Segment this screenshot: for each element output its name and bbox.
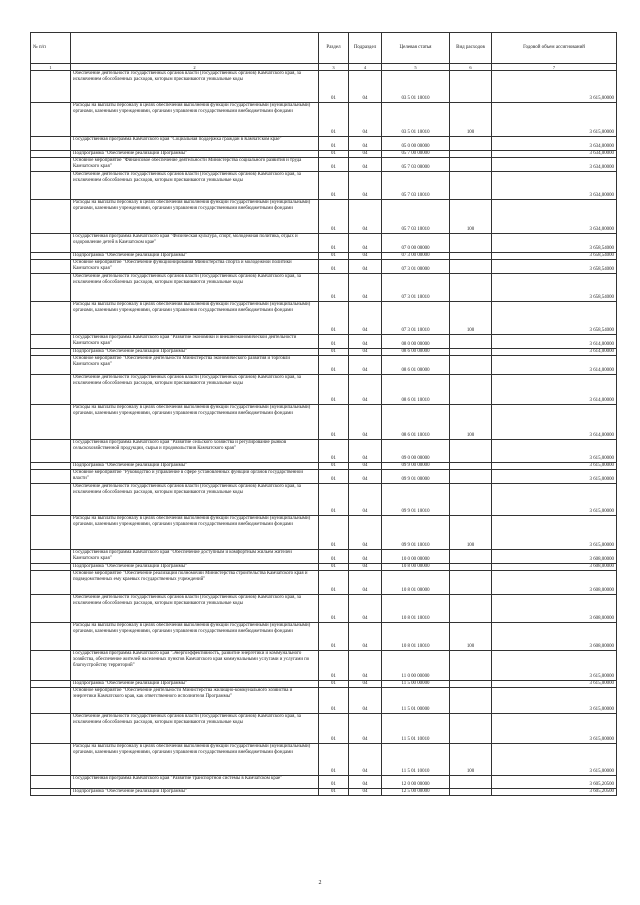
row-name: Основное мероприятие "Обеспечение функционирования Министерства спорта и молодежной политики Камчатского края": [71, 260, 319, 274]
row-name: Подпрограмма "Обеспечение реализации Программы": [71, 463, 319, 470]
table-row: [31, 564, 617, 571]
table-row: [31, 158, 617, 172]
table-row: [31, 335, 617, 349]
row-number: [31, 137, 71, 151]
row-name: Расходы на выплаты персоналу в целях обеспечения выполнения функций государственными (муниципальными) органами, казенными учреждениями, органами управления государственными внебюджетными фондами: [71, 744, 319, 776]
row-target-article: 07 3 00 00000: [382, 253, 450, 260]
row-number: [31, 564, 71, 571]
row-podrazdel: 04: [349, 470, 382, 484]
row-podrazdel: 04: [349, 260, 382, 274]
row-name: Государственная программа Камчатского края "Развитие сельского хозяйства и регулирование рынков сельскохозяйственной продукции, сырья и продовольствия Камчатского края": [71, 440, 319, 463]
row-razdel: 01: [319, 789, 349, 796]
row-razdel: 01: [319, 688, 349, 714]
row-amount: 3 658,54000: [492, 274, 617, 302]
row-podrazdel: 04: [349, 274, 382, 302]
column-index: 6: [450, 64, 492, 71]
row-razdel: 01: [319, 260, 349, 274]
table-row: [31, 137, 617, 151]
row-target-article: 09 9 01 10010: [382, 516, 450, 550]
row-target-article: 08 0 00 00000: [382, 335, 450, 349]
row-number: [31, 274, 71, 302]
row-amount: 3 608,00000: [492, 550, 617, 564]
table-row: [31, 681, 617, 688]
row-amount: 3 634,00000: [492, 151, 617, 158]
row-expense-type: 100: [450, 103, 492, 137]
row-name: Обеспечение деятельности государственных органов власти (государственных органов) Камчатского края, за исключением обособленных расходов, которым присваиваются уникальные коды: [71, 274, 319, 302]
row-podrazdel: 04: [349, 200, 382, 234]
row-number: [31, 172, 71, 200]
row-target-article: 10 0 00 00000: [382, 550, 450, 564]
row-name: Расходы на выплаты персоналу в целях обеспечения выполнения функций государственными (муниципальными) органами, казенными учреждениями, органами управления государственными внебюджетными фондами: [71, 516, 319, 550]
row-expense-type: [450, 651, 492, 681]
row-razdel: 01: [319, 651, 349, 681]
row-number: [31, 356, 71, 375]
row-podrazdel: 04: [349, 571, 382, 595]
row-number: [31, 151, 71, 158]
row-name: Подпрограмма "Обеспечение реализации Программы": [71, 151, 319, 158]
row-name: Обеспечение деятельности государственных органов власти (государственных органов) Камчатского края, за исключением обособленных расходов, которым присваиваются уникальные коды: [71, 172, 319, 200]
table-row: [31, 405, 617, 440]
row-expense-type: 100: [450, 200, 492, 234]
row-podrazdel: 04: [349, 440, 382, 463]
row-number: [31, 463, 71, 470]
row-name: Государственная программа Камчатского края "Обеспечение доступным и комфортным жильем жителей Камчатского края": [71, 550, 319, 564]
row-amount: 3 614,00000: [492, 349, 617, 356]
row-target-article: 11 5 01 10010: [382, 714, 450, 744]
row-name: Обеспечение деятельности государственных органов власти (государственных органов) Камчатского края, за исключением обособленных расходов, которым присваиваются уникальные коды: [71, 71, 319, 103]
row-podrazdel: 04: [349, 714, 382, 744]
row-expense-type: [450, 158, 492, 172]
row-expense-type: [450, 356, 492, 375]
row-target-article: 08 6 01 00000: [382, 356, 450, 375]
row-target-article: 11 5 00 00000: [382, 681, 450, 688]
table-row: [31, 172, 617, 200]
row-number: [31, 470, 71, 484]
table-row: [31, 71, 617, 103]
row-target-article: 05 7 03 10010: [382, 172, 450, 200]
row-expense-type: 100: [450, 405, 492, 440]
row-number: [31, 550, 71, 564]
row-amount: 3 615,00000: [492, 484, 617, 516]
row-target-article: 07 3 01 00000: [382, 260, 450, 274]
row-podrazdel: 04: [349, 234, 382, 253]
row-name: Государственная программа Камчатского края "Физическая культура, спорт, молодежная политика, отдых и оздоровление детей в Камчатском крае": [71, 234, 319, 253]
row-target-article: 05 7 03 00000: [382, 158, 450, 172]
row-amount: 3 615,00000: [492, 714, 617, 744]
table-row: [31, 356, 617, 375]
row-razdel: 01: [319, 744, 349, 776]
row-razdel: 01: [319, 349, 349, 356]
row-razdel: 01: [319, 516, 349, 550]
row-name: Расходы на выплаты персоналу в целях обеспечения выполнения функций государственными (муниципальными) органами, казенными учреждениями, органами управления государственными внебюджетными фондами: [71, 623, 319, 651]
row-number: [31, 335, 71, 349]
row-razdel: 01: [319, 253, 349, 260]
row-amount: 3 658,54000: [492, 302, 617, 335]
row-amount: 3 615,00000: [492, 681, 617, 688]
row-expense-type: [450, 349, 492, 356]
row-name: Расходы на выплаты персоналу в целях обеспечения выполнения функций государственными (муниципальными) органами, казенными учреждениями, органами управления государственными внебюджетными фондами: [71, 200, 319, 234]
row-expense-type: 100: [450, 744, 492, 776]
row-amount: 3 615,00000: [492, 516, 617, 550]
row-amount: 3 634,00000: [492, 200, 617, 234]
row-expense-type: [450, 681, 492, 688]
row-number: [31, 253, 71, 260]
row-razdel: 01: [319, 776, 349, 789]
row-amount: 3 658,54000: [492, 260, 617, 274]
column-index: 5: [382, 64, 450, 71]
row-number: [31, 103, 71, 137]
row-name: Обеспечение деятельности государственных органов власти (государственных органов) Камчатского края, за исключением обособленных расходов, которым присваиваются уникальные коды: [71, 595, 319, 623]
row-razdel: 01: [319, 274, 349, 302]
row-name: Основное мероприятие "Финансовое обеспечение деятельности Министерства социального развития и труда Камчатского края": [71, 158, 319, 172]
row-number: [31, 440, 71, 463]
row-number: [31, 375, 71, 405]
table-row: [31, 200, 617, 234]
row-expense-type: [450, 688, 492, 714]
table-row: [31, 375, 617, 405]
header-podrazdel: Подраздел: [349, 33, 382, 64]
row-amount: 3 615,00000: [492, 440, 617, 463]
row-podrazdel: 04: [349, 151, 382, 158]
row-podrazdel: 04: [349, 349, 382, 356]
row-target-article: 12 0 00 00000: [382, 776, 450, 789]
row-amount: 3 614,00000: [492, 375, 617, 405]
row-target-article: 11 5 01 00000: [382, 688, 450, 714]
row-name: Подпрограмма "Обеспечение реализации Программы": [71, 253, 319, 260]
column-index: 2: [71, 64, 319, 71]
row-name: Государственная программа Камчатского края "Энергоэффективность, развитие энергетики и коммунального хозяйства, обеспечение жителей населенных пунктов Камчатского края коммунальными услугами и услугами по благоустройству территорий": [71, 651, 319, 681]
table-row: [31, 688, 617, 714]
row-amount: 3 608,00000: [492, 564, 617, 571]
table-row: [31, 744, 617, 776]
row-target-article: 10 8 01 00000: [382, 571, 450, 595]
row-name: Основное мероприятие "Обеспечение деятельности Министерства жилищно-коммунального хозяйства и энергетики Камчатского края, как ответственного исполнителя Программы": [71, 688, 319, 714]
row-name: Расходы на выплаты персоналу в целях обеспечения выполнения функций государственными (муниципальными) органами, казенными учреждениями, органами управления государственными внебюджетными фондами: [71, 302, 319, 335]
row-podrazdel: 04: [349, 550, 382, 564]
header-name: [71, 33, 319, 64]
row-name: Подпрограмма "Обеспечение реализации Программы": [71, 681, 319, 688]
row-amount: 3 615,00000: [492, 463, 617, 470]
row-razdel: 01: [319, 356, 349, 375]
row-target-article: 11 5 01 10010: [382, 744, 450, 776]
row-podrazdel: 04: [349, 356, 382, 375]
row-razdel: 01: [319, 550, 349, 564]
row-number: [31, 200, 71, 234]
row-number: [31, 405, 71, 440]
table-row: [31, 714, 617, 744]
row-razdel: 01: [319, 137, 349, 151]
header-razdel: Раздел: [319, 33, 349, 64]
row-podrazdel: 04: [349, 484, 382, 516]
table-row: [31, 516, 617, 550]
row-target-article: 07 0 00 00000: [382, 234, 450, 253]
row-amount: 3 608,00000: [492, 571, 617, 595]
column-index: 7: [492, 64, 617, 71]
row-amount: 3 634,00000: [492, 137, 617, 151]
row-amount: 3 615,00000: [492, 71, 617, 103]
row-podrazdel: 04: [349, 789, 382, 796]
row-expense-type: [450, 789, 492, 796]
header-expense-type: Вид расходов: [450, 33, 492, 64]
row-amount: 3 605,20500: [492, 776, 617, 789]
column-index: 1: [31, 64, 71, 71]
row-number: [31, 484, 71, 516]
row-number: [31, 595, 71, 623]
table-header-row: [31, 33, 617, 64]
table-row: [31, 595, 617, 623]
row-expense-type: [450, 172, 492, 200]
row-amount: 3 615,00000: [492, 744, 617, 776]
row-podrazdel: 04: [349, 595, 382, 623]
table-row: [31, 349, 617, 356]
row-podrazdel: 04: [349, 158, 382, 172]
row-razdel: 01: [319, 681, 349, 688]
table-row: [31, 550, 617, 564]
row-name: Государственная программа Камчатского края "Развитие экономики и внешнеэкономической деятельности Камчатского края": [71, 335, 319, 349]
row-expense-type: [450, 234, 492, 253]
row-expense-type: [450, 440, 492, 463]
row-amount: 3 614,00000: [492, 335, 617, 349]
table-row: [31, 789, 617, 796]
row-number: [31, 260, 71, 274]
row-razdel: 01: [319, 714, 349, 744]
row-amount: 3 615,00000: [492, 103, 617, 137]
table-row: [31, 623, 617, 651]
row-target-article: 12 5 00 00000: [382, 789, 450, 796]
row-target-article: 07 3 01 10010: [382, 302, 450, 335]
row-expense-type: [450, 571, 492, 595]
row-razdel: 01: [319, 302, 349, 335]
row-razdel: 01: [319, 440, 349, 463]
row-expense-type: 100: [450, 516, 492, 550]
row-name: Государственная программа Камчатского края "Развитие транспортной системы в Камчатском крае": [71, 776, 319, 789]
row-razdel: 01: [319, 151, 349, 158]
row-target-article: 09 9 01 00000: [382, 470, 450, 484]
row-razdel: 01: [319, 200, 349, 234]
table-row: [31, 302, 617, 335]
row-amount: 3 605,20500: [492, 789, 617, 796]
table-row: [31, 151, 617, 158]
row-name: Государственная программа Камчатского края "Социальная поддержка граждан в Камчатском крае": [71, 137, 319, 151]
row-target-article: 05 0 00 00000: [382, 137, 450, 151]
row-amount: 3 634,00000: [492, 172, 617, 200]
row-podrazdel: 04: [349, 681, 382, 688]
row-number: [31, 71, 71, 103]
row-podrazdel: 04: [349, 71, 382, 103]
row-number: [31, 744, 71, 776]
row-number: [31, 688, 71, 714]
row-podrazdel: 04: [349, 302, 382, 335]
row-amount: 3 615,00000: [492, 470, 617, 484]
row-podrazdel: 04: [349, 405, 382, 440]
row-expense-type: [450, 71, 492, 103]
row-razdel: 01: [319, 335, 349, 349]
row-expense-type: [450, 564, 492, 571]
table-row: [31, 651, 617, 681]
row-number: [31, 623, 71, 651]
row-expense-type: 100: [450, 623, 492, 651]
table-row: [31, 253, 617, 260]
row-name: Подпрограмма "Обеспечение реализации Программы": [71, 789, 319, 796]
row-podrazdel: 04: [349, 623, 382, 651]
row-number: [31, 158, 71, 172]
row-name: Основное мероприятие "Обеспечение деятельности Министерства экономического развития и торговли Камчатского края": [71, 356, 319, 375]
row-expense-type: [450, 463, 492, 470]
row-number: [31, 571, 71, 595]
row-name: Основное мероприятие "Руководство и управление в сфере установленных функций органов государственной власти": [71, 470, 319, 484]
table-row: [31, 260, 617, 274]
row-expense-type: [450, 253, 492, 260]
column-index: 3: [319, 64, 349, 71]
table-row: [31, 274, 617, 302]
row-podrazdel: 04: [349, 651, 382, 681]
row-razdel: 01: [319, 595, 349, 623]
row-amount: 3 614,00000: [492, 356, 617, 375]
row-target-article: 07 3 01 10010: [382, 274, 450, 302]
row-name: Обеспечение деятельности государственных органов власти (государственных органов) Камчатского края, за исключением обособленных расходов, которым присваиваются уникальные коды: [71, 714, 319, 744]
column-index-row: [31, 64, 617, 71]
row-target-article: 10 8 00 00000: [382, 564, 450, 571]
row-expense-type: [450, 260, 492, 274]
row-razdel: 01: [319, 463, 349, 470]
row-razdel: 01: [319, 234, 349, 253]
row-target-article: 09 9 00 00000: [382, 463, 450, 470]
row-target-article: 09 0 00 00000: [382, 440, 450, 463]
row-number: [31, 681, 71, 688]
row-number: [31, 234, 71, 253]
row-name: Подпрограмма "Обеспечение реализации Программы": [71, 349, 319, 356]
row-amount: 3 658,54000: [492, 253, 617, 260]
row-expense-type: [450, 470, 492, 484]
header-target-article: Целевая статья: [382, 33, 450, 64]
row-expense-type: [450, 274, 492, 302]
row-podrazdel: 04: [349, 103, 382, 137]
row-name: Расходы на выплаты персоналу в целях обеспечения выполнения функций государственными (муниципальными) органами, казенными учреждениями, органами управления государственными внебюджетными фондами: [71, 103, 319, 137]
row-number: [31, 516, 71, 550]
row-amount: 3 615,00000: [492, 651, 617, 681]
row-name: Основное мероприятие "Обеспечение реализации полномочий Министерства строительства Камчатского края и подведомственных ему краевых государственных учреждений": [71, 571, 319, 595]
table-body: [31, 71, 617, 796]
budget-table: [30, 32, 617, 796]
table-row: [31, 571, 617, 595]
row-amount: 3 608,00000: [492, 595, 617, 623]
row-razdel: 01: [319, 172, 349, 200]
row-razdel: 01: [319, 564, 349, 571]
row-target-article: 03 5 01 10010: [382, 103, 450, 137]
table-row: [31, 484, 617, 516]
row-number: [31, 651, 71, 681]
header-num: № п/п: [31, 33, 71, 64]
table-row: [31, 463, 617, 470]
row-name: Обеспечение деятельности государственных органов власти (государственных органов) Камчатского края, за исключением обособленных расходов, которым присваиваются уникальные коды: [71, 375, 319, 405]
row-target-article: 08 6 01 10010: [382, 375, 450, 405]
row-target-article: 11 0 00 00000: [382, 651, 450, 681]
row-target-article: 05 7 03 10010: [382, 200, 450, 234]
row-podrazdel: 04: [349, 253, 382, 260]
table-row: [31, 776, 617, 789]
row-name: Обеспечение деятельности государственных органов власти (государственных органов) Камчатского края, за исключением обособленных расходов, которым присваиваются уникальные коды: [71, 484, 319, 516]
table-row: [31, 470, 617, 484]
row-podrazdel: 04: [349, 688, 382, 714]
row-number: [31, 776, 71, 789]
row-expense-type: [450, 335, 492, 349]
row-number: [31, 302, 71, 335]
row-amount: 3 615,00000: [492, 688, 617, 714]
row-razdel: 01: [319, 405, 349, 440]
row-expense-type: [450, 595, 492, 623]
row-podrazdel: 04: [349, 776, 382, 789]
row-podrazdel: 04: [349, 463, 382, 470]
row-razdel: 01: [319, 484, 349, 516]
row-target-article: 03 5 01 10010: [382, 71, 450, 103]
row-amount: 3 614,00000: [492, 405, 617, 440]
row-podrazdel: 04: [349, 172, 382, 200]
row-razdel: 01: [319, 470, 349, 484]
row-number: [31, 349, 71, 356]
row-razdel: 01: [319, 158, 349, 172]
row-amount: 3 634,00000: [492, 158, 617, 172]
budget-table-page: [30, 32, 616, 796]
row-podrazdel: 04: [349, 375, 382, 405]
table-row: [31, 234, 617, 253]
row-razdel: 01: [319, 71, 349, 103]
row-podrazdel: 04: [349, 564, 382, 571]
row-razdel: 01: [319, 571, 349, 595]
row-target-article: 08 6 00 00000: [382, 349, 450, 356]
row-razdel: 01: [319, 103, 349, 137]
row-amount: 3 608,00000: [492, 623, 617, 651]
row-expense-type: [450, 375, 492, 405]
row-expense-type: [450, 137, 492, 151]
row-expense-type: [450, 484, 492, 516]
row-razdel: 01: [319, 375, 349, 405]
header-annual-amount: Годовой объем ассигнований: [492, 33, 617, 64]
row-target-article: 08 6 01 10010: [382, 405, 450, 440]
row-expense-type: [450, 151, 492, 158]
row-podrazdel: 04: [349, 516, 382, 550]
row-target-article: 09 9 01 10010: [382, 484, 450, 516]
row-podrazdel: 04: [349, 137, 382, 151]
row-expense-type: [450, 714, 492, 744]
row-expense-type: 100: [450, 302, 492, 335]
column-index: 4: [349, 64, 382, 71]
table-row: [31, 440, 617, 463]
table-row: [31, 103, 617, 137]
row-expense-type: [450, 550, 492, 564]
row-razdel: 01: [319, 623, 349, 651]
row-number: [31, 789, 71, 796]
row-podrazdel: 04: [349, 335, 382, 349]
row-target-article: 10 8 01 10010: [382, 595, 450, 623]
row-expense-type: [450, 776, 492, 789]
row-amount: 3 658,54000: [492, 234, 617, 253]
row-name: Расходы на выплаты персоналу в целях обеспечения выполнения функций государственными (муниципальными) органами, казенными учреждениями, органами управления государственными внебюджетными фондами: [71, 405, 319, 440]
page-number: 2: [318, 880, 322, 886]
row-podrazdel: 04: [349, 744, 382, 776]
row-target-article: 10 8 01 10010: [382, 623, 450, 651]
row-target-article: 05 7 00 00000: [382, 151, 450, 158]
row-number: [31, 714, 71, 744]
row-name: Подпрограмма "Обеспечение реализации Программы": [71, 564, 319, 571]
